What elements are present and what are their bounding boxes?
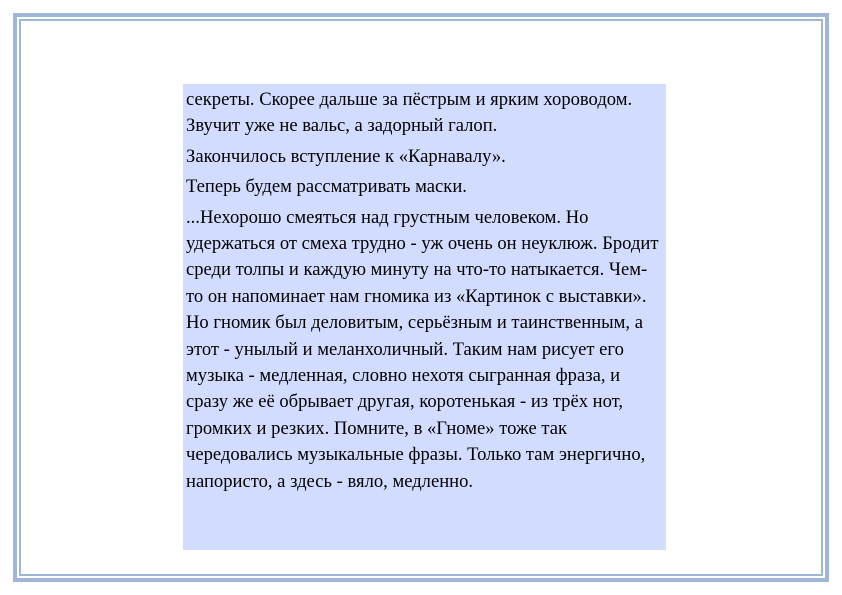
paragraph-masks: Теперь будем рассматривать маски. [186, 176, 467, 198]
text-block [183, 84, 666, 550]
paragraph-intro-end: секреты. Скорее дальше за пёстрым и ярким хороводом. Звучит уже не вальс, а задорный галоп. [186, 89, 633, 137]
paragraph-description: ...Нехорошо смеяться над грустным человеком. Но удержаться от смеха трудно - уж очень он неуклюж. Бродит среди толпы и каждую минуту на что-то натыкается. Чем-то он напоминает нам гномика из «Картинок с выставки». Но гномик был деловитым, серьёзным и таинственным, а этот - унылый и меланхоличный. Таким нам рисует его музыка - медленная, словно нехотя сыгранная фраза, и сразу же её обрывает другая, коротенькая - из трёх нот, громких и резких. Помните, в «Гноме» тоже так чередовались музыкальные фразы. Только там энергично, напористо, а здесь - вяло, медленно. [186, 206, 659, 492]
paragraph-intro-finished: Закончилось вступление к «Карнавалу». [186, 145, 506, 167]
